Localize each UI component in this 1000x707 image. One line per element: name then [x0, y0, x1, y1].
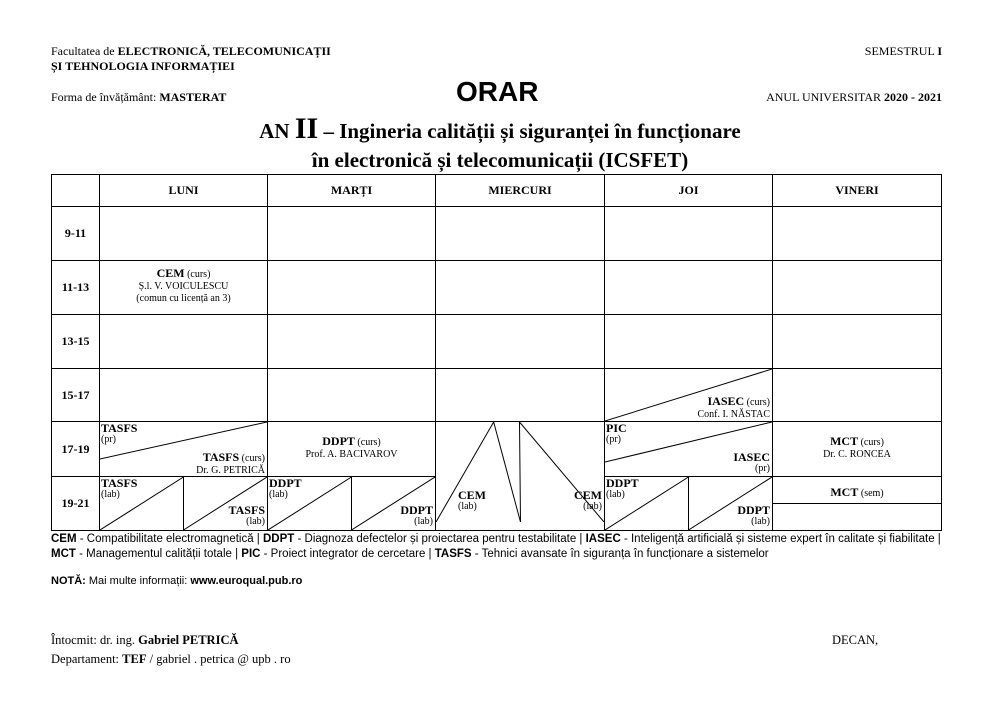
prepared-by: [51, 633, 239, 648]
cell-joi-9-11: [605, 207, 773, 261]
slot-17-19: 17-19: [52, 422, 100, 477]
tasfs-course-code: TASFS: [202, 450, 240, 464]
ddpt-lab-1-code: DDPT: [269, 476, 302, 490]
ddpt-course-type: (curs): [354, 437, 381, 448]
tasfs-lab-2-code: TASFS: [228, 503, 265, 517]
cem-lab-1-code: CEM: [458, 488, 486, 502]
cell-joi-13-15: [605, 315, 773, 369]
tasfs-lab-1-type: (lab): [101, 489, 120, 500]
tasfs-split-cell: [100, 422, 267, 476]
note-text: Mai multe informații:: [85, 575, 191, 587]
academic-year-value: 2020 - 2021: [884, 90, 942, 104]
legend-mct-text: - Managementul calității totale |: [75, 548, 242, 560]
tasfs-course-teacher: Dr. G. PETRICĂ: [196, 465, 265, 476]
semester-value: I: [937, 44, 942, 58]
prepared-by-label: Întocmit: dr. ing.: [51, 633, 139, 647]
cell-joi-17-19: [605, 422, 773, 477]
cell-luni-19-21: [100, 477, 268, 531]
mct-seminar-entry: [773, 477, 941, 504]
study-form-label: Forma de învățământ:: [51, 90, 160, 104]
iasec-course-teacher: Conf. I. NĂSTAC: [697, 409, 770, 420]
legend-iasec-code: IASEC: [585, 533, 621, 545]
slot-15-17: 15-17: [52, 369, 100, 422]
cem-lab-2-code: CEM: [574, 488, 602, 502]
day-header-joi: JOI: [605, 175, 773, 207]
ddpt-lab-1-type: (lab): [269, 489, 288, 500]
cell-marti-13-15: [268, 315, 436, 369]
legend-cem-text: - Compatibilitate electromagnetică |: [76, 533, 263, 545]
study-form-value: MASTERAT: [159, 90, 227, 104]
ddpt-lab-4-type: (lab): [751, 516, 770, 527]
cell-luni-9-11: [100, 207, 268, 261]
mct-seminar-code: MCT: [830, 485, 859, 499]
ddpt-lab-split-cell-joi: [605, 477, 772, 530]
mct-course-code: MCT: [830, 434, 859, 448]
legend-pic-text: - Proiect integrator de cercetare |: [260, 548, 435, 560]
note-link[interactable]: www.euroqual.pub.ro: [190, 575, 303, 587]
legend: [51, 532, 946, 562]
iasec-course-entry: [605, 369, 772, 421]
day-header-vineri: VINERI: [773, 175, 942, 207]
cell-vineri-17-19: [773, 422, 942, 477]
slot-11-13: 11-13: [52, 261, 100, 315]
pic-project-type: (pr): [606, 434, 621, 445]
orar-title: ORAR: [456, 76, 539, 107]
legend-ddpt-code: DDPT: [263, 533, 295, 545]
cell-marti-9-11: [268, 207, 436, 261]
cell-joi-15-17: [605, 369, 773, 422]
mct-seminar-cell: [773, 477, 941, 530]
dean-label: DECAN,: [832, 633, 879, 647]
cem-course-code: CEM: [156, 266, 185, 280]
title-rest: – Ingineria calității și siguranței în funcționare: [318, 119, 741, 143]
iasec-course-type: (curs): [744, 397, 770, 408]
program-title-line-1: [0, 112, 1000, 146]
faculty-name: ELECTRONICĂ, TELECOMUNICAȚII: [117, 44, 331, 58]
cem-course-type: (curs): [184, 269, 211, 280]
day-header-luni: LUNI: [100, 175, 268, 207]
cell-marti-19-21: [268, 477, 436, 531]
mct-course-type: (curs): [858, 437, 884, 448]
ddpt-lab-3-code: DDPT: [606, 476, 639, 490]
cem-course-note: (comun cu licență an 3): [136, 293, 231, 304]
ddpt-lab-4-code: DDPT: [737, 503, 770, 517]
legend-tasfs-code: TASFS: [434, 548, 472, 560]
cell-vineri-19-21: [773, 477, 942, 531]
cell-miercuri-17-21: [436, 422, 605, 531]
slot-19-21: 19-21: [52, 477, 100, 531]
department-email: / gabriel . petrica @ upb . ro: [146, 652, 291, 666]
legend-pic-code: PIC: [241, 548, 261, 560]
study-form: [51, 90, 226, 104]
iasec-project-code: IASEC: [733, 450, 770, 464]
day-header-miercuri: MIERCURI: [436, 175, 605, 207]
cell-luni-17-19: [100, 422, 268, 477]
corner-cell: [52, 175, 100, 207]
cell-marti-17-19: [268, 422, 436, 477]
ddpt-lab-2-type: (lab): [414, 516, 433, 527]
ddpt-lab-split-cell: [268, 477, 435, 530]
tasfs-lab-2-type: (lab): [246, 516, 265, 527]
tasfs-project-type: (pr): [101, 434, 116, 445]
mct-seminar-type: (sem): [858, 488, 884, 499]
cell-luni-13-15: [100, 315, 268, 369]
tasfs-lab-1-code: TASFS: [101, 476, 138, 490]
iasec-course-code: IASEC: [707, 394, 745, 408]
slot-13-15: 13-15: [52, 315, 100, 369]
cell-vineri-9-11: [773, 207, 942, 261]
slot-9-11: 9-11: [52, 207, 100, 261]
cell-vineri-13-15: [773, 315, 942, 369]
legend-ddpt-text: - Diagnoza defectelor și proiectarea pentru testabilitate |: [294, 533, 586, 545]
faculty-line-2: [51, 59, 235, 73]
cell-vineri-11-13: [773, 261, 942, 315]
mct-course-entry: [773, 422, 941, 461]
faculty-line2-text: ȘI TEHNOLOGIA INFORMAȚIEI: [51, 59, 235, 73]
tasfs-course-type: (curs): [239, 453, 265, 464]
faculty-line-1: [51, 44, 331, 58]
department: [51, 652, 291, 667]
note-label: NOTĂ:: [51, 575, 86, 587]
title-an: AN: [259, 119, 295, 143]
legend-iasec-text: - Inteligență artificială și sisteme expert în calitate și fiabilitate |: [620, 533, 941, 545]
iasec-project-type: (pr): [755, 463, 770, 474]
academic-year: [766, 90, 942, 104]
cem-lab-1-type: (lab): [458, 501, 477, 512]
cell-vineri-15-17: [773, 369, 942, 422]
cem-course-entry: [100, 261, 267, 305]
cem-lab-2-type: (lab): [583, 501, 602, 512]
cell-miercuri-15-17: [436, 369, 605, 422]
faculty-prefix: Facultatea de: [51, 44, 118, 58]
note: [51, 575, 302, 587]
semester: [865, 44, 942, 58]
cell-joi-19-21: [605, 477, 773, 531]
cell-marti-11-13: [268, 261, 436, 315]
cell-luni-15-17: [100, 369, 268, 422]
legend-cem-code: CEM: [51, 533, 77, 545]
legend-tasfs-text: - Tehnici avansate în siguranța în funcționare a sistemelor: [471, 548, 769, 560]
legend-mct-code: MCT: [51, 548, 76, 560]
ddpt-lab-3-type: (lab): [606, 489, 625, 500]
cell-miercuri-9-11: [436, 207, 605, 261]
mct-course-teacher: Dr. C. RONCEA: [823, 449, 891, 460]
ddpt-course-entry: [268, 422, 435, 461]
timetable: [51, 174, 942, 531]
cell-joi-11-13: [605, 261, 773, 315]
semester-label: SEMESTRUL: [864, 44, 938, 58]
cem-lab-split-cell: [436, 422, 604, 522]
ddpt-course-teacher: Prof. A. BACIVAROV: [305, 449, 398, 460]
cell-miercuri-13-15: [436, 315, 605, 369]
title-roman: II: [294, 112, 319, 145]
tasfs-project-code: TASFS: [101, 421, 138, 435]
pic-iasec-split-cell: [605, 422, 772, 476]
cell-marti-15-17: [268, 369, 436, 422]
prepared-by-name: Gabriel PETRICĂ: [138, 633, 239, 647]
cell-luni-11-13: [100, 261, 268, 315]
department-value: TEF: [122, 652, 147, 666]
academic-year-label: ANUL UNIVERSITAR: [766, 90, 884, 104]
program-title-line-2: în electronică și telecomunicații (ICSFET): [311, 148, 689, 172]
ddpt-lab-2-code: DDPT: [400, 503, 433, 517]
pic-project-code: PIC: [606, 421, 627, 435]
cell-miercuri-11-13: [436, 261, 605, 315]
cem-course-teacher: Ș.l. V. VOICULESCU: [138, 281, 229, 292]
ddpt-course-code: DDPT: [322, 434, 355, 448]
department-label: Departament:: [51, 652, 123, 666]
day-header-marti: MARȚI: [268, 175, 436, 207]
tasfs-lab-split-cell: [100, 477, 267, 530]
